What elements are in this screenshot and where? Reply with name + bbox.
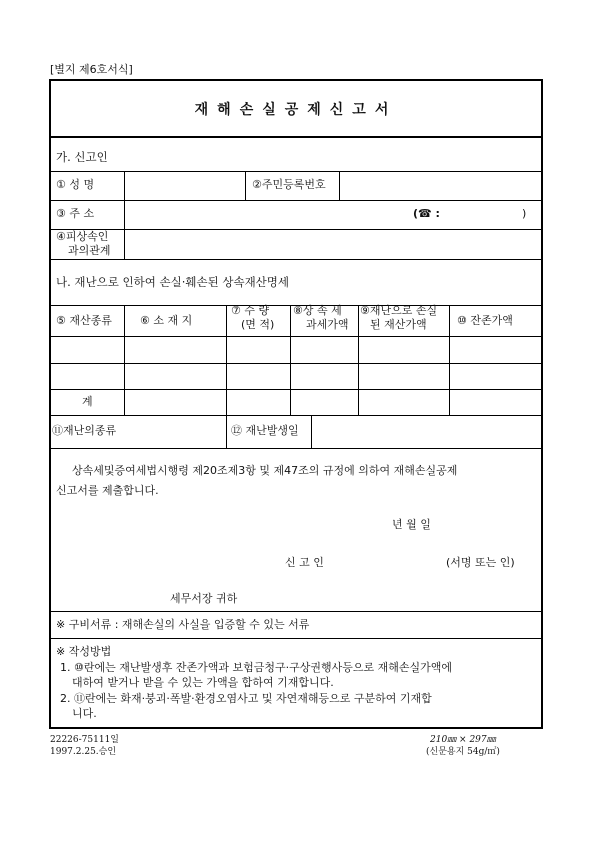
form-title: 재해손실공제신고서 (194, 102, 398, 118)
required-documents-note: ※ 구비서류 : 재해손실의 사실을 입증할 수 있는 서류 (56, 618, 310, 631)
date-line: 년 월 일 (392, 518, 431, 531)
section-declarant-heading: 가. 신고인 (56, 150, 108, 164)
declarant-label: 신 고 인 (285, 556, 324, 569)
phone-close-paren: ) (522, 207, 527, 220)
disaster-date-field[interactable] (312, 416, 542, 447)
footer-paper-type: (신문용지 54g/㎡) (426, 747, 500, 757)
col-property-type: ⑤ 재산종류 (56, 314, 112, 327)
table-row[interactable] (50, 364, 542, 388)
addressee: 세무서장 귀하 (170, 592, 238, 605)
phone-field[interactable] (460, 203, 520, 225)
col-loss-value-line1: ⑨재난으로 손실 (360, 304, 438, 317)
col-quantity-line1: ⑦ 수 량 (231, 304, 270, 317)
declarant-signature-field[interactable] (340, 550, 440, 574)
section-property-heading: 나. 재난으로 인하여 손실·훼손된 상속재산명세 (56, 275, 290, 289)
divider (49, 136, 543, 138)
instruction-1-line1: 1. ⑩란에는 재난발생후 잔존가액과 보험금청구·구상권행사등으로 재해손실가액에 (60, 661, 452, 674)
total-row[interactable] (125, 390, 542, 414)
footer-paper-size: 210㎜ × 297㎜ (430, 735, 496, 745)
col-loss-value-line2: 된 재산가액 (370, 318, 427, 331)
rrn-field[interactable] (340, 172, 542, 199)
heir-relation-label-line2: 과의관계 (68, 244, 111, 257)
footer-approval-date: 1997.2.25.승인 (50, 747, 117, 757)
form-number-label: [별지 제6호서식] (50, 63, 133, 76)
phone-label: (☎ : (413, 207, 440, 220)
statement-line2: 신고서를 제출합니다. (56, 484, 159, 497)
table-row[interactable] (50, 337, 542, 363)
heir-relation-field[interactable] (125, 230, 542, 258)
col-taxable-value-line2: 과세가액 (306, 318, 349, 331)
divider (245, 171, 246, 201)
heir-relation-label-line1: ④피상속인 (56, 230, 109, 243)
instruction-2-line1: 2. ⑪란에는 화재·붕괴·폭발·환경오염사고 및 자연재해등으로 구분하여 기재합 (60, 692, 432, 705)
rrn-label: ②주민등록번호 (252, 178, 326, 191)
instructions-heading: ※ 작성방법 (56, 645, 112, 658)
divider (49, 259, 543, 260)
col-quantity-line2: (면 적) (241, 318, 275, 331)
col-taxable-value-line1: ⑧상 속 세 (293, 304, 342, 317)
divider (49, 448, 543, 449)
disaster-date-label: ⑫ 재난발생일 (231, 424, 299, 437)
name-field[interactable] (125, 172, 244, 199)
col-residual-value: ⑩ 잔존가액 (457, 314, 513, 327)
address-field[interactable] (125, 201, 410, 228)
footer-form-code: 22226-75111일 (50, 735, 119, 745)
disaster-type-field[interactable] (125, 416, 225, 447)
instruction-1-line2: 대하여 받거나 받을 수 있는 가액을 합하여 기재합니다. (72, 676, 334, 689)
address-label: ③ 주 소 (56, 207, 95, 220)
name-label: ① 성 명 (56, 178, 95, 191)
divider (49, 611, 543, 612)
col-location: ⑥ 소 재 지 (140, 314, 193, 327)
total-label: 계 (82, 395, 93, 408)
instruction-2-line2: 니다. (72, 707, 97, 720)
disaster-type-label: ⑪재난의종류 (52, 424, 117, 437)
signature-note: (서명 또는 인) (446, 556, 515, 569)
statement-line1: 상속세및증여세법시행령 제20조제3항 및 제47조의 규정에 의하여 재해손실공제 (72, 464, 458, 477)
divider (49, 638, 543, 639)
